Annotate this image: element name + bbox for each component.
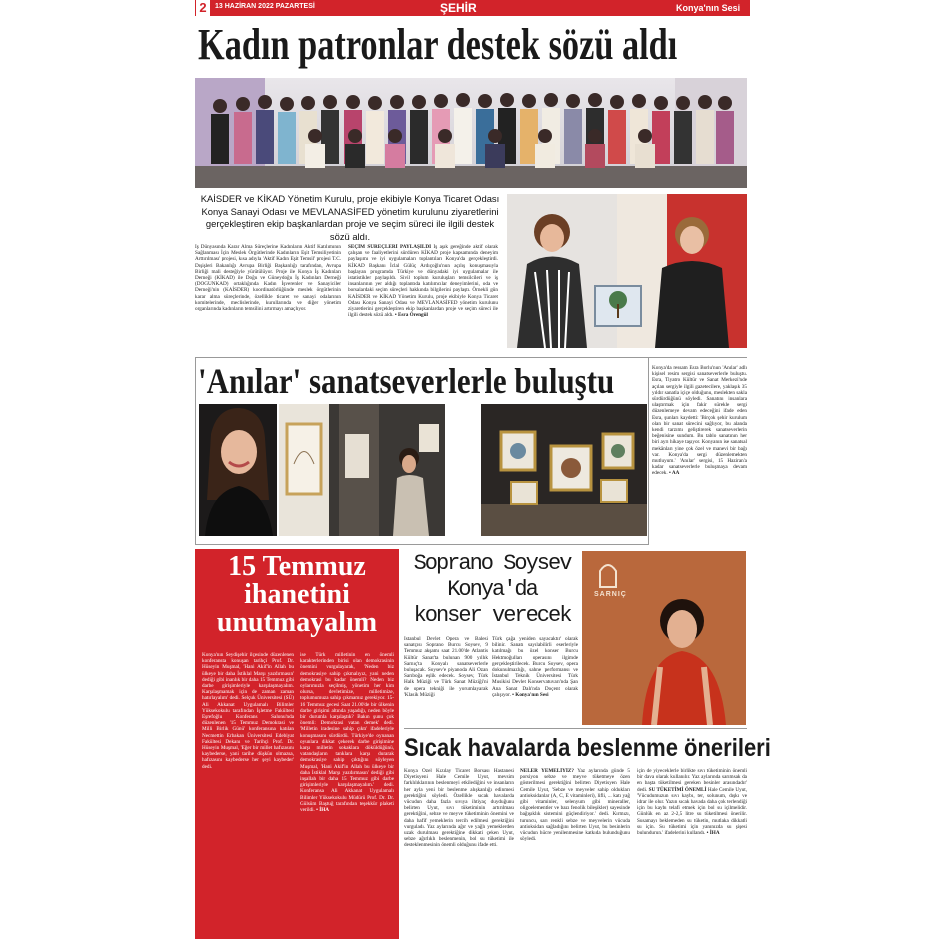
handover-photo xyxy=(507,194,747,348)
byline-iha-temmuz: • İHA xyxy=(316,807,330,814)
article-kadin-col1-text: İş Dünyasında Karar Alma Süreçlerine Kadınların Aktif Katılımının Sağlanması İçin Meslek Örgütlerinde Kadınların Eşit Temsiliyetinin Arttırılması' projesi, kısa adıyla 'Aktif Kadın Eşit Temsil' projesi T.C. Dışişleri Bakanlığı Avrupa Birliği Başkanlığı tarafından, Avrupa Birliği mali desteğiyle yürütülüyor. Proje ile Konya İş Kadınları Derneği (KİKAD) ile Doğu ve Güneydoğu İş Kadınları Derneği (DOGUNKAD) ortaklığında Kadın İşverenler ve Sanayiciler Derneği'nin (KAİSDER) koordinatörlüğünde meslek örgütlerinin karar alma süreçlerinde, özellikle ticaret ve sanayi odalarının komitelerinde, meclislerinde, kurullarında ve diğer yönetim organlarında kadınların temsilini artırmayı amaçlıyor. xyxy=(195,244,341,313)
subhead-secim: SEÇİM SÜREÇLERİ PAYLAŞILDI xyxy=(348,244,432,250)
article-soprano-col2-text: Türk çağa yeniden sayacaktır' olarak bilinir. Sanatı sayılabilirli eserleriyle katılmağı bu özel konser Burcu Hektmoğulları operasını ilgimde gerçekleştirilecek. Burcu Soysev, opera dokunulmazlığı, sahne performansı ve İstanbul Teknik Üniversitesi Türk Musikisi Devlet Konservatuvarı'nda Şan Ana Sanat Dalı'nda Doçent olarak çalışıyor. xyxy=(492,636,578,698)
article-kadin-col1 xyxy=(195,244,341,352)
article-soprano-col2 xyxy=(492,636,578,722)
article-anilar-body xyxy=(652,365,747,543)
subhead-su: SU TÜKETİMİ ÖNEMLİ xyxy=(648,786,707,793)
byline-iha-sicak: • İHA xyxy=(706,830,720,837)
article-sicak-col2 xyxy=(520,768,630,940)
section-title: ŞEHİR xyxy=(440,1,477,15)
article-kadin-col2 xyxy=(348,244,498,352)
article-sicak-col3b-text: Hale Cemile Uyut, 'Vücudumuzun sıvı kaybı, ter, solunum, dışkı ve idrar ile olur. Yazın sıcak havada daha çok terlendiği için bu kaybı telafi etmek için bol su içilmelidir. Günlük en az 2-2,5 litre su tüketilmesi önerilir. Susamayı beklemeden su tüketin, mutlaka dikkatli su için. Su tüketimi için yanınızda su şişesi bulundurun.' ifadelerini kullandı. xyxy=(637,786,747,837)
headline-soprano-l1: Soprano Soysev xyxy=(413,551,571,576)
article-soprano-col1-text: İstanbul Devlet Opera ve Balesi sanatçısı Soprano Burcu Soysev, 9 Temmuz akşamı saat 21.00'de Atlantis Kültür Sanat'ta bulunan 900 yıllık Sarnıç'ta Konyalı sanatseverlerle buluşacak. Soysev'e piyanoda Ali Ozan Sarıboğa eşlik edecek. Soysev, Türk Halk Müziği ve Türk Sanat Müziği'ni de opera tekniği ile yorumlayarak 'Klasik Müziği xyxy=(404,636,488,698)
issue-date: 13 HAZİRAN 2022 PAZARTESİ xyxy=(215,3,315,10)
deck-kadin-patronlar: KAİSDER ve KİKAD Yönetim Kurulu, proje ekibiyle Konya Ticaret Odası Konya Sanayi Odası ve MEVLANASİFED yönetim kurulunu ziyaretlerini gerçekleştiren ekip başkanlardan proje ve seçim süreci ile ilgili destek sözü aldı. xyxy=(200,193,500,242)
sarnic-logo-text: SARNIÇ xyxy=(594,591,627,598)
soprano-poster xyxy=(582,551,746,725)
byline-konyanin-sesi: • Konya'nın Sesi xyxy=(512,691,549,698)
headline-sicak: Sıcak havalarda beslenme önerileri xyxy=(404,734,771,762)
article-sicak-col3-text: için de yiyeceklerle birlikte sıvı tüketiminin önemli bir dava olarak kullanılır. Yaz aylarında sarımsak da en başta tüketilmesi gereken besinler arasındadır' dedi. xyxy=(637,768,747,793)
headline-kadin-patronlar: Kadın patronlar destek sözü aldı xyxy=(198,20,678,69)
headline-temmuz xyxy=(195,553,399,637)
article-kadin-col2-text: İş aşık gereğinde aktif olarak çalışan ve faaliyetlerini sürdüren KİKAD proje kapsamında deneyim paylaşımı ve iyi uygulamaları toplantıları Konya'da gerçekleştirdi. KİKAD Başkanı İclal Gülüç Ardıçoğlu'nun açılış konuşmasıyla başlayan programda Türkiye ve dünyadaki iyi uygulamalar ile istatistikler paylaşıldı. Sivil toplum kuruluşları temsilcileri ve iş insanlarının yer aldığı toplantıda katılımcılar deneyimlerini, oda ve borsalardaki seçim süreçleri hakkında bilgilerini paylaştı. Örnekli gün KAİSDER ve KİKAD Yönetim Kurulu, proje ekibiyle Konya Ticaret Odası Konya Sanayi Odası ve MEVLANASİFED yönetim kurulunu ziyaretlerini gerçekleştiren ekip başkanlardan proje ve seçim süreci ile ilgili destek sözü aldı. xyxy=(348,244,498,319)
headline-soprano xyxy=(404,551,580,629)
article-temmuz-col2 xyxy=(300,652,394,936)
byline-esra: • Esra Örengül xyxy=(394,312,428,319)
anilar-frame xyxy=(195,357,649,545)
divider-2 xyxy=(404,728,747,729)
article-sicak-col1-text: Konya Özel Kızılay Ticaret Borsası Hastanesi Diyetisyeni Hale Cemile Uyut, mevsim farklılıklarının beslenmeyi etkilediğini ve insanların her ayla yeni bir beslenme alışkanlığı edinmesi gerektiğini söyledi. Özellikle sıcak havalarda vücudun daha fazla sıvıya ihtiyaç duyduğunu belirten Uyut, sıvı tüketiminin artırılması gerektiğini, sebze ve meyve tüketiminin önemini ve daha hafif yemeklerin tercih edilmesi gerektiğini vurguladı. Yaz aylarında ağır ve yağlı yemeklerden uzak durulması gerektiğine dikkati çeken Uyut, sebze ağırlıklı beslenmenin, bol su tüketimi ile desteklenmesinin önemli olduğunu ifade etti. xyxy=(404,768,514,849)
headline-anilar: 'Anılar' sanatseverlerle buluştu xyxy=(198,361,615,401)
article-soprano-col1 xyxy=(404,636,488,722)
article-sicak-col2-text: Yaz aylarında günde 5 porsiyon sebze ve meyve tüketmeye özen gösterilmesi gerektiğini belirten Diyetisyen Hale Cemile Uyut, 'Sebze ve meyveler sahip oldukları antioksidanlar (A, C, E vitaminleri), lifli, ... katı yağ gibi vitaminler, selenyum gibi mineraller, oligoelementler ve bazı fenolik bileşikler) sayesinde bağışıklık sistemini güçlendiriyor.' dedi. Kırmızı, turuncu, sarı renkli sebze ve meyvelerin vücuda antioksidan sağladığını belirten Uyut, bu besinlerin vücudun hücre yenilenmesine katkıda bulunduğunu söyledi. xyxy=(520,768,630,843)
headline-temmuz-text: 15 Temmuz ihanetini unutmayalım xyxy=(216,551,378,638)
page-number: 2 xyxy=(196,0,210,16)
article-temmuz-col1-text: Konya'nın Seydişehir ilçesinde düzenlenen konferansta konuşan tarihçi Prof. Dr. Hüseyin Muşmal, 'Hani Akif'in Allah bu ülkeye bir daha İstiklal Marşı yazdırmasın' dediği gibi inanlık bir daha 15 Temmuz gibi darbe girişimleriyle karşılaşmayalım. Karşılaşmamak için de zaman zaman hatırlayalım' dedi. Selçuk Üniversitesi (SÜ) Ali Akkanat Uygulamalı Bilimler Yüksekokulu tarafından İşletme Fakültesi Eşrefoğlu Konferans Salonu'nda düzenlenen '15 Temmuz Demokrasi ve Milli Birlik Günü' konferansına katılan Necmettin Erbakan Üniversitesi Edebiyat Fakültesi Dekanı ve Tarihçi Prof. Dr. Hüseyin Muşmal, 'Eğer bir millet hafızasını kaybederse, yani tarihe düşkün olmazsa, hafızasını kaybederse her şeyi kaybeder' dedi. xyxy=(202,652,294,770)
article-temmuz-col2-text: ise Türk milletinin en önemli karakterlerinden birisi olan demokrasinin önemini vurgulayarak, 'Neden biz demokrasiye sahip çıkmalıyız, yani neden demokrasi bu kadar önemli? Neden biz oylarımızla seçilmiş, yönetim her kim olursa, devletimize, milletimize, toplumumuza sahip çıkmamız gerekiyor. 15-16 Temmuz gecesi Saat 21.00'de bir ülkenin darbe girişimi altında yaşadığı, neden böyle bir durumla karşılaştık? Bakın şunu çok önemli: Demokrasi vatan demek' dedi. 'Milletin iradesine sahip çıktı' ifadeleriyle konuşmasını sürdürdü. Türkiye'de oynanan oyunlara dikkat çekerek darbe girişimine karşı milletin sokaklara döküldüğünü, vatandaşların tanklara karşı durarak demokrasiye sahip çıktığını söyleyen Muşmal, 'Hani Akif'in Allah bu ülkeye bir daha İstiklal Marşı yazdırmasın' dediği gibi inşallah bir daha 15 Temmuz gibi darbe girişimleriyle karşılaşmayalım.' dedi. Konferansa Ali Akkanat Uygulamalı Bilimler Yüksekokulu Müdürü Prof. Dr. Dr. Gülsüm Baştuğ tarafından teşekkür plaketi verildi. xyxy=(300,652,394,814)
paper-name: Konya'nın Sesi xyxy=(676,3,741,13)
headline-soprano-l3: konser verecek xyxy=(413,603,571,628)
article-anilar-text: Konya'da ressam Esra Borlu'nun 'Anılar' adlı kişisel resim sergisi sanatseverlerle buluştu. Esra, Tiyatro Kültür ve Sanat Merkezi'nde açılan sergiyle ilgili gazetecilere, yaklaşık 35 yıldır sanatla içiçe olduğunu, meslekten sakla sürdürdüğünü söyledi. Sanatını insanlara ulaştırmak için fakir sürekle sergi düzenlemeye devam edeceğini ifade eden Esra, şunları kaydetti: 'Birçok şehir kurulum olan bir sanat sürecini sağlıyor, bu alanda kendi tarzımı geliştirerek sanatseverlerin beğenisine sundum. Bu tablo sanatının her biri ayrı hikaye taşıyor. Konyanın ise sanatsal mekânları yine çok özel ve manevi bir bağı var. Konya'da sergi düzenlemekten mutluyum.' 'Anılar' sergisi, 15 Haziran'a kadar sanatseverlerle buluşmaya devam edecek. xyxy=(652,365,747,477)
subhead-neler: NELER YEMELİYİZ? xyxy=(520,768,574,774)
headline-soprano-l2: Konya'da xyxy=(447,577,537,602)
group-photo xyxy=(195,78,747,188)
article-sicak-col3 xyxy=(637,768,747,940)
byline-aa: • AA xyxy=(669,470,680,477)
article-sicak-col1 xyxy=(404,768,514,940)
article-temmuz-col1 xyxy=(202,652,294,936)
